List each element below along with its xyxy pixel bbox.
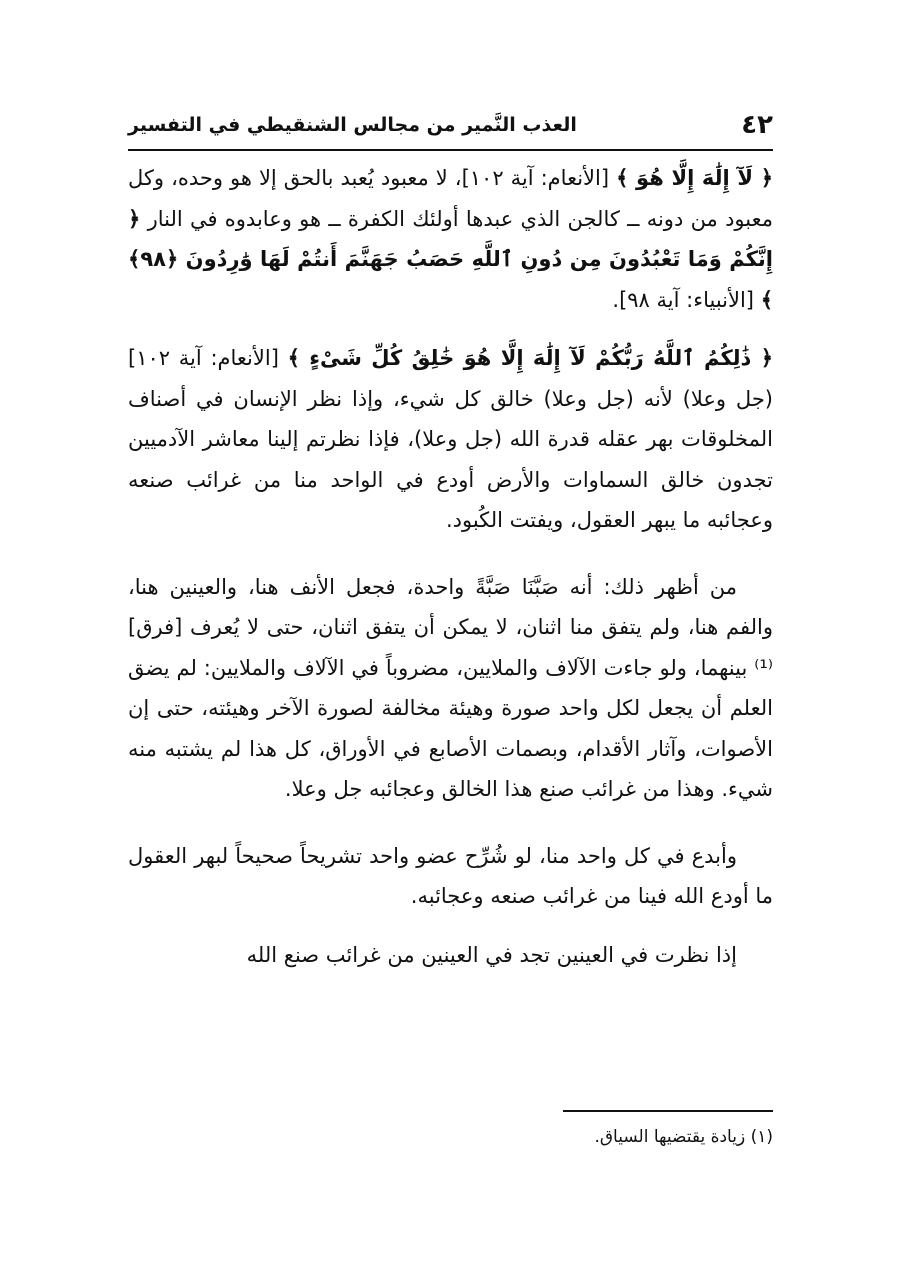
running-title: العذب النَّمير من مجالس الشنقيطي في التفسير <box>128 114 577 136</box>
paragraph-4 <box>128 836 773 917</box>
paragraph-text: [الأنعام: آية ١٠٢]، لا معبود يُعبد بالحق إلا هو وحده، وكل معبود من دونه ــ كالجن الذي عبدها أولئك الكفرة ــ هو وعابدوه في النار <box>128 166 773 231</box>
verse-reference: [الأنبياء: آية ٩٨]. <box>612 287 761 312</box>
page-number: ٤٢ <box>741 110 773 140</box>
paragraph-2 <box>128 338 773 541</box>
main-text <box>128 158 773 975</box>
footnote-marker: ⁽¹⁾ <box>754 655 773 680</box>
paragraph-5 <box>128 935 773 976</box>
paragraph-text: وأبدع في كل واحد منا، لو شُرِّح عضو واحد تشريحاً صحيحاً لبهر العقول ما أودع الله فينا من غرائب صنعه وعجائبه. <box>128 843 773 908</box>
paragraph-text: بينهما، ولو جاءت الآلاف والملايين، مضروباً في الآلاف والملايين: لم يضق العلم أن يجعل لكل واحد صورة وهيئة مخالفة لصورة الآخر وهيئته، حتى إن الأصوات، وآثار الأقدام، وبصمات الأصابع في الأوراق، كل هذا لم يشتبه منه شيء. وهذا من غرائب صنع هذا الخالق وعجائبه جل وعلا. <box>128 655 773 801</box>
paragraph-text: [الأنعام: آية ١٠٢] (جل وعلا) لأنه (جل وعلا) خالق كل شيء، وإذا نظر الإنسان في أصناف المخلوقات بهر عقله قدرة الله (جل وعلا)، فإذا نظرتم إلينا معاشر الآدميين تجدون خالق السماوات والأرض أودع في الواحد منا من غرائب صنعه وعجائبه ما يبهر العقول، ويفتت الكُبود. <box>128 346 773 532</box>
header-divider <box>128 149 773 151</box>
quran-verse: ﴿ ذَٰلِكُمُ ٱللَّهُ رَبُّكُمْ لَآ إِلَٰهَ إِلَّا هُوَ خَٰلِقُ كُلِّ شَىْءٍ ﴾ <box>287 346 773 370</box>
quran-verse: ﴿ لَآ إِلَٰهَ إِلَّا هُوَ ﴾ <box>616 166 774 190</box>
paragraph-1 <box>128 158 773 320</box>
paragraph-3 <box>128 567 773 810</box>
page-header <box>128 100 773 150</box>
paragraph-text: من أظهر ذلك: أنه صَبَّنَا صَبَّةً واحدة، فجعل الأنف هنا، والعينين هنا، والفم هنا، ولم يتفق منا اثنان، لا يمكن أن يتفق اثنان، حتى لا يُعرف [فرق] <box>128 574 773 639</box>
footnote-divider <box>563 1110 773 1112</box>
quran-verse: ﴿ إِنَّكُمْ وَمَا تَعْبُدُونَ مِن دُونِ ٱللَّهِ حَصَبُ جَهَنَّمَ أَنتُمْ لَهَا وَٰرِدُونَ ﴿٩٨﴾ ﴾ <box>128 206 773 312</box>
paragraph-text: إذا نظرت في العينين تجد في العينين من غرائب صنع الله <box>246 942 737 967</box>
footnote: (١) زيادة يقتضيها السياق. <box>594 1127 773 1147</box>
